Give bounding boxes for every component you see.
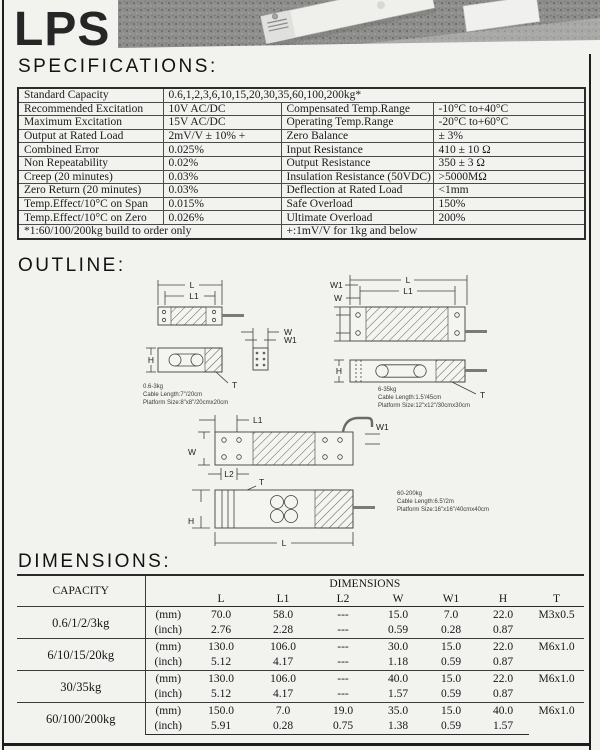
dim-value: 58.0: [251, 607, 315, 623]
caption-small-capacity: [143, 383, 228, 407]
table-row: [17, 607, 584, 623]
table-row: [18, 143, 585, 157]
spec-label: Operating Temp.Range: [281, 116, 433, 130]
spec-label: Maximum Excitation: [18, 116, 163, 130]
capacity-cell: 30/35kg: [17, 671, 145, 703]
caption-large-capacity: [397, 490, 489, 514]
col-T: T: [529, 591, 584, 607]
dim-label-W1: W1: [376, 422, 389, 432]
spec-label: Compensated Temp.Range: [281, 102, 433, 116]
drawing-mid-capacity: [330, 275, 487, 400]
dim-label-L1: L1: [253, 415, 263, 425]
dim-value: ---: [337, 656, 349, 669]
table-row: [18, 129, 585, 143]
dim-value: 19.0: [315, 703, 371, 719]
table-row: [18, 156, 585, 170]
dim-value: 30.0: [371, 639, 425, 655]
dim-value: 35.0: [371, 703, 425, 719]
spec-value: -10°C to+40°C: [433, 102, 585, 116]
capacity-cell: 60/100/200kg: [17, 703, 145, 735]
dimensions-heading: DIMENSIONS:: [18, 551, 172, 572]
table-row: [17, 671, 584, 687]
table-row: [18, 102, 585, 116]
spec-label: Temp.Effect/10°C on Span: [18, 197, 163, 211]
dim-value: ---: [337, 688, 349, 701]
dim-label-L1: L1: [189, 291, 199, 301]
page-frame-left: [2, 0, 4, 750]
spec-value: -20°C to+60°C: [433, 116, 585, 130]
dim-label-L: L: [281, 538, 287, 548]
caption-mid-capacity: [378, 386, 470, 410]
spec-value: <1mm: [433, 184, 585, 198]
unit-header: [145, 591, 191, 607]
spec-value: 2mV/V ± 10% +: [163, 129, 281, 143]
dim-label-L: L: [405, 275, 411, 285]
table-row: [18, 224, 585, 238]
dim-value: 70.0: [191, 607, 251, 623]
dim-label-W: W: [284, 327, 293, 337]
page-frame-bottom: [2, 743, 591, 746]
drawing-small-capacity: [146, 280, 297, 390]
outline-drawings: [118, 272, 590, 555]
dimensions-group-header: DIMENSIONS: [145, 575, 584, 591]
specifications-table: [17, 87, 586, 240]
table-row: [18, 184, 585, 198]
spec-label: Ultimate Overload: [281, 211, 433, 225]
product-title: LPS: [14, 3, 111, 56]
dim-value: 15.0: [425, 671, 477, 687]
unit-label: (mm): [145, 607, 191, 623]
dim-value: 22.0: [477, 639, 529, 655]
spec-label: Temp.Effect/10°C on Zero: [18, 211, 163, 225]
spec-value: 0.015%: [163, 197, 281, 211]
spec-value: 410 ± 10 Ω: [433, 143, 585, 157]
dim-label-W: W: [188, 447, 197, 457]
col-L1: L1: [251, 591, 315, 607]
dim-value: 0.28: [440, 624, 462, 637]
unit-label: (mm): [145, 671, 191, 687]
spec-label: Output at Rated Load: [18, 129, 163, 143]
spec-label: Safe Overload: [281, 197, 433, 211]
spec-label: Output Resistance: [281, 156, 433, 170]
spec-value: 15V AC/DC: [163, 116, 281, 130]
dim-label-H: H: [147, 355, 155, 365]
spec-value: 150%: [433, 197, 585, 211]
spec-value: 0.026%: [163, 211, 281, 225]
dim-value: 0.59: [387, 624, 409, 637]
platform-size: Platform Size:12"x12"/30cmx30cm: [378, 403, 470, 410]
dim-value: ---: [337, 624, 349, 637]
thread-value: M6x1.0: [529, 639, 584, 671]
capacity-range: 6-35kg: [378, 387, 397, 393]
dim-value: ---: [315, 607, 371, 623]
dim-value: 0.59: [440, 688, 462, 701]
dim-value: 0.59: [440, 656, 462, 669]
drawing-large-capacity: [188, 415, 389, 548]
spec-value: 0.6,1,2,3,6,10,15,20,30,35,60,100,200kg*: [163, 88, 585, 102]
dim-label-L: L: [189, 280, 195, 290]
dim-value: 22.0: [477, 671, 529, 687]
dim-value: 106.0: [251, 639, 315, 655]
dim-value: ---: [315, 671, 371, 687]
dim-label-W1: W1: [330, 280, 343, 290]
dim-value: 1.18: [387, 656, 409, 669]
dim-value: 150.0: [191, 703, 251, 719]
table-row: [18, 170, 585, 184]
table-row: [17, 639, 584, 655]
platform-size: Platform Size:16"x16"/40cmx40cm: [397, 507, 489, 514]
dim-value: 15.0: [371, 607, 425, 623]
loadcell-photo: [118, 0, 600, 54]
spec-value: 350 ± 3 Ω: [433, 156, 585, 170]
cable-length: Cable Length:7"/20cm: [143, 392, 203, 399]
spec-label: Recommended Excitation: [18, 102, 163, 116]
dim-value: ---: [315, 639, 371, 655]
dim-value: 0.87: [492, 688, 514, 701]
dim-value: 4.17: [272, 688, 294, 701]
spec-label: Zero Return (20 minutes): [18, 184, 163, 198]
dim-label-L2: L2: [224, 469, 234, 479]
table-row: [18, 211, 585, 225]
spec-label: Creep (20 minutes): [18, 170, 163, 184]
dim-value: 1.38: [371, 719, 425, 735]
cable-length: Cable Length:6.5'/2m: [397, 499, 454, 506]
capacity-range: 60-200kg: [397, 491, 423, 497]
dim-value: 15.0: [425, 639, 477, 655]
spec-label: Standard Capacity: [18, 88, 163, 102]
dim-value: 7.0: [251, 703, 315, 719]
specifications-heading: SPECIFICATIONS:: [18, 56, 218, 77]
dim-value: 0.28: [251, 719, 315, 735]
spec-label: Insulation Resistance (50VDC): [281, 170, 433, 184]
spec-value: 0.03%: [163, 170, 281, 184]
capacity-cell: 0.6/1/2/3kg: [17, 607, 145, 639]
table-row: [18, 197, 585, 211]
dim-label-T: T: [480, 390, 486, 400]
unit-label: (inch): [154, 656, 182, 669]
dim-value: 0.87: [492, 656, 514, 669]
dim-value: 22.0: [477, 607, 529, 623]
table-row: [18, 88, 585, 102]
unit-label: (mm): [145, 703, 191, 719]
outline-heading: OUTLINE:: [18, 255, 126, 276]
unit-label: (inch): [154, 624, 182, 637]
dim-label-H: H: [335, 366, 343, 376]
dim-label-L1: L1: [403, 286, 413, 296]
dimensions-table: [17, 574, 584, 735]
spec-value: >5000MΩ: [433, 170, 585, 184]
dim-value: 40.0: [371, 671, 425, 687]
spec-footnote-left: *1:60/100/200kg build to order only: [18, 224, 281, 238]
col-W1: W1: [425, 591, 477, 607]
thread-value: M6x1.0: [529, 703, 584, 735]
spec-value: ± 3%: [433, 129, 585, 143]
spec-value: 0.025%: [163, 143, 281, 157]
dim-label-T: T: [259, 477, 265, 487]
dim-value: 0.75: [315, 719, 371, 735]
dimensions-section: [17, 574, 584, 735]
col-L2: L2: [315, 591, 371, 607]
table-header-row: [17, 575, 584, 591]
dim-value: 1.57: [387, 688, 409, 701]
platform-size: Platform Size:8"x8"/20cmx20cm: [143, 400, 229, 407]
dim-value: 15.0: [425, 703, 477, 719]
table-row: [18, 116, 585, 130]
dim-value: 4.17: [272, 656, 294, 669]
dim-value: 2.28: [272, 624, 294, 637]
dim-value: 130.0: [191, 671, 251, 687]
dim-value: 106.0: [251, 671, 315, 687]
dim-label-T: T: [232, 380, 238, 390]
spec-value: 0.03%: [163, 184, 281, 198]
thread-value: M6x1.0: [529, 671, 584, 703]
dim-value: 0.87: [492, 624, 514, 637]
spec-label: Deflection at Rated Load: [281, 184, 433, 198]
unit-label: (inch): [154, 688, 182, 701]
col-W: W: [371, 591, 425, 607]
dim-value: 7.0: [425, 607, 477, 623]
capacity-range: 0.6-3kg: [143, 384, 164, 390]
dim-value: 130.0: [191, 639, 251, 655]
unit-label: (mm): [145, 639, 191, 655]
dim-value: 5.12: [210, 656, 232, 669]
dim-value: 40.0: [477, 703, 529, 719]
spec-value: 0.02%: [163, 156, 281, 170]
spec-label: Zero Balance: [281, 129, 433, 143]
col-L: L: [191, 591, 251, 607]
dim-label-H: H: [188, 516, 195, 526]
capacity-header: CAPACITY: [17, 575, 145, 607]
unit-label: (inch): [145, 719, 191, 735]
thread-value: M3x0.5: [529, 607, 584, 639]
spec-value: 10V AC/DC: [163, 102, 281, 116]
spec-label: Non Repeatability: [18, 156, 163, 170]
dim-label-W1: W1: [284, 335, 297, 345]
spec-label: Combined Error: [18, 143, 163, 157]
dim-value: 1.57: [477, 719, 529, 735]
table-row: [17, 703, 584, 719]
specifications-section: [17, 87, 586, 240]
capacity-cell: 6/10/15/20kg: [17, 639, 145, 671]
cable-length: Cable Length:1.5'/45cm: [378, 395, 442, 402]
spec-value: 200%: [433, 211, 585, 225]
dim-label-W: W: [334, 293, 343, 303]
dim-value: 2.76: [210, 624, 232, 637]
dim-value: 5.12: [210, 688, 232, 701]
col-H: H: [477, 591, 529, 607]
dim-value: 5.91: [191, 719, 251, 735]
spec-footnote-right: +:1mV/V for 1kg and below: [281, 224, 585, 238]
spec-label: Input Resistance: [281, 143, 433, 157]
dim-value: 0.59: [425, 719, 477, 735]
